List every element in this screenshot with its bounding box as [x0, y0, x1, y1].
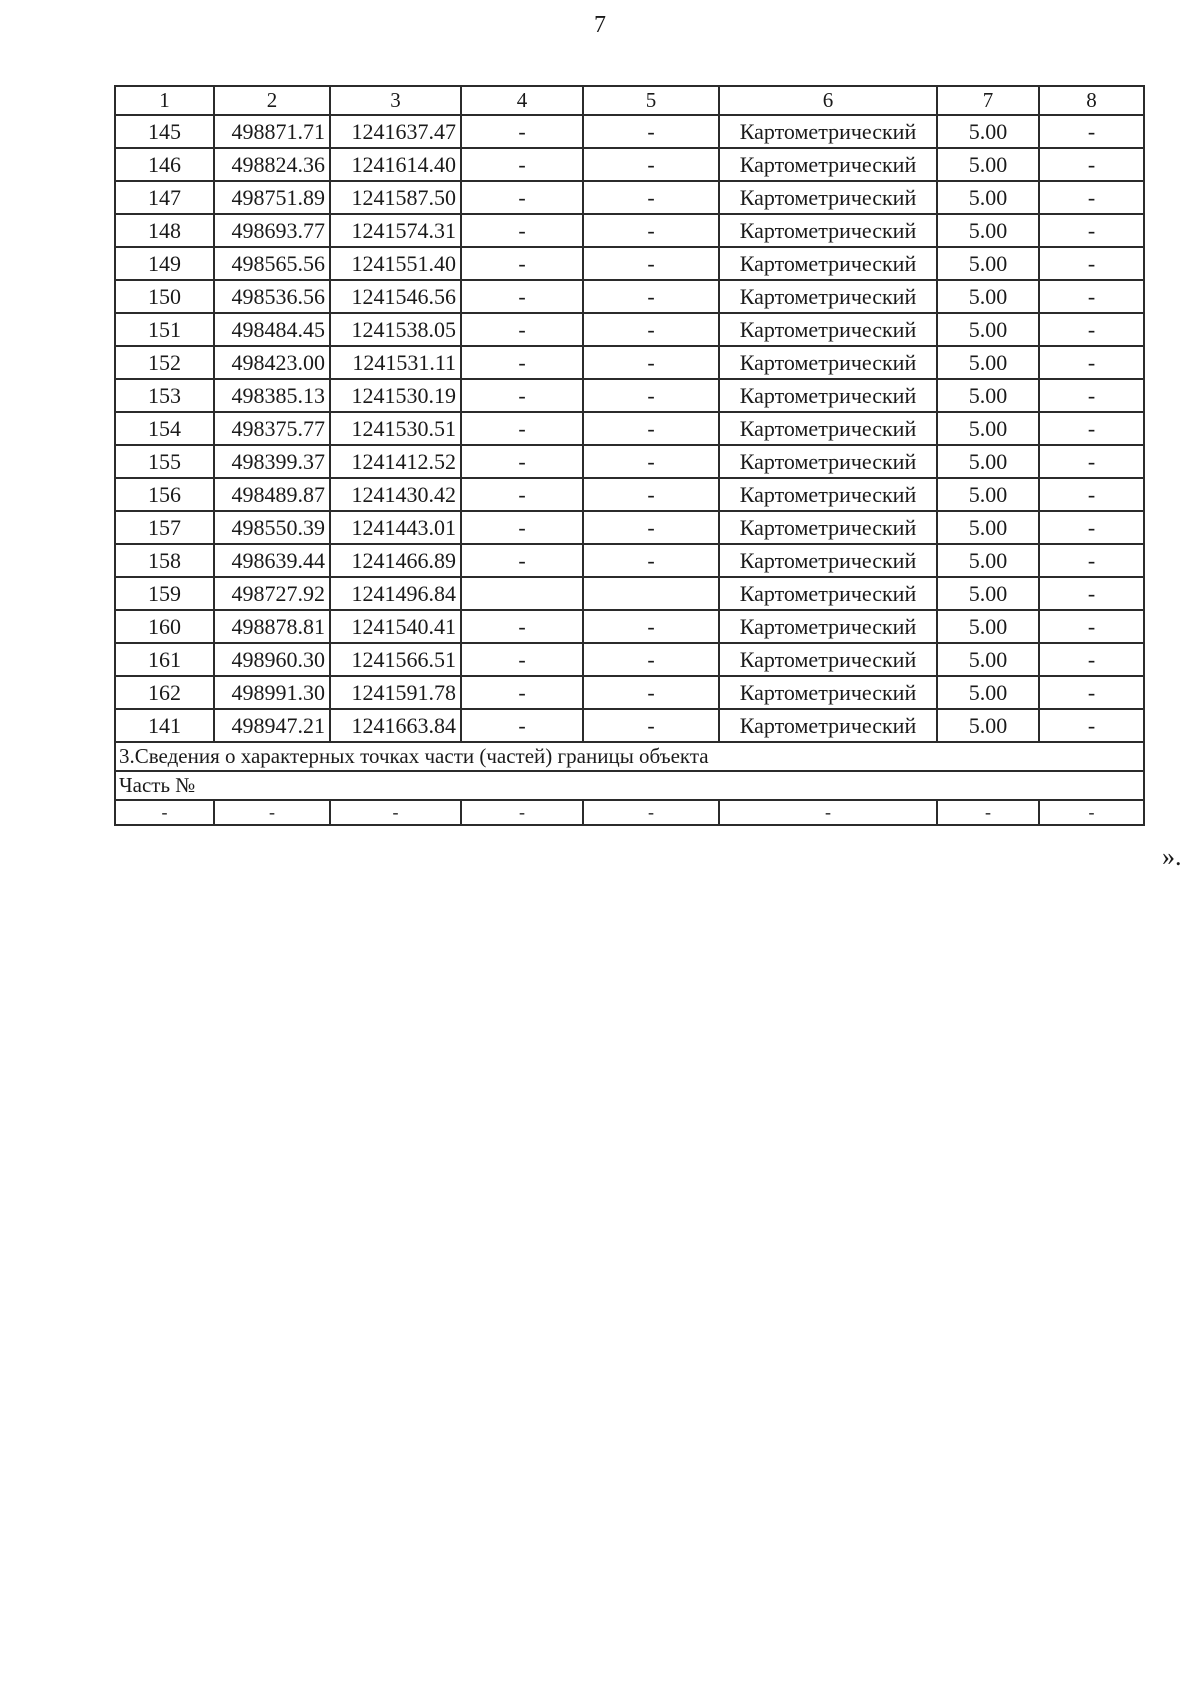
- x-coordinate-cell: 498423.00: [214, 346, 330, 379]
- y-coordinate-cell: 1241538.05: [330, 313, 461, 346]
- method-cell: Картометрический: [719, 379, 937, 412]
- method-cell: Картометрический: [719, 478, 937, 511]
- empty-cell: -: [214, 800, 330, 825]
- empty-cell: -: [583, 800, 719, 825]
- empty-cell: -: [461, 800, 583, 825]
- point-number-cell: 155: [115, 445, 214, 478]
- table-row: [115, 313, 1144, 346]
- table-row: [115, 478, 1144, 511]
- part-label: Часть №: [115, 771, 1144, 800]
- method-cell: Картометрический: [719, 643, 937, 676]
- table-row: [115, 643, 1144, 676]
- y-coordinate-cell: 1241587.50: [330, 181, 461, 214]
- empty-cell: -: [330, 800, 461, 825]
- table-row: [115, 610, 1144, 643]
- point-number-cell: 154: [115, 412, 214, 445]
- col5-cell: -: [583, 511, 719, 544]
- x-coordinate-cell: 498484.45: [214, 313, 330, 346]
- point-number-cell: 159: [115, 577, 214, 610]
- method-cell: Картометрический: [719, 280, 937, 313]
- column-number-row: [115, 86, 1144, 115]
- accuracy-cell: 5.00: [937, 247, 1039, 280]
- col8-cell: -: [1039, 412, 1144, 445]
- accuracy-cell: 5.00: [937, 181, 1039, 214]
- x-coordinate-cell: 498536.56: [214, 280, 330, 313]
- accuracy-cell: 5.00: [937, 412, 1039, 445]
- point-number-cell: 161: [115, 643, 214, 676]
- col5-cell: -: [583, 346, 719, 379]
- y-coordinate-cell: 1241574.31: [330, 214, 461, 247]
- col5-cell: [583, 577, 719, 610]
- col4-cell: -: [461, 115, 583, 148]
- method-cell: Картометрический: [719, 445, 937, 478]
- accuracy-cell: 5.00: [937, 214, 1039, 247]
- col8-cell: -: [1039, 577, 1144, 610]
- y-coordinate-cell: 1241540.41: [330, 610, 461, 643]
- x-coordinate-cell: 498824.36: [214, 148, 330, 181]
- accuracy-cell: 5.00: [937, 544, 1039, 577]
- table-row: [115, 214, 1144, 247]
- x-coordinate-cell: 498399.37: [214, 445, 330, 478]
- method-cell: Картометрический: [719, 676, 937, 709]
- y-coordinate-cell: 1241663.84: [330, 709, 461, 742]
- column-header: 3: [330, 86, 461, 115]
- column-header: 6: [719, 86, 937, 115]
- table-row: [115, 115, 1144, 148]
- section-title: 3.Сведения о характерных точках части (частей) границы объекта: [115, 742, 1144, 771]
- x-coordinate-cell: 498947.21: [214, 709, 330, 742]
- col8-cell: -: [1039, 643, 1144, 676]
- empty-cell: -: [719, 800, 937, 825]
- column-header: 5: [583, 86, 719, 115]
- table-row: [115, 445, 1144, 478]
- table-body: [115, 86, 1144, 825]
- y-coordinate-cell: 1241530.19: [330, 379, 461, 412]
- closing-quote-mark: ».: [1162, 842, 1182, 871]
- accuracy-cell: 5.00: [937, 709, 1039, 742]
- col8-cell: -: [1039, 346, 1144, 379]
- column-header: 7: [937, 86, 1039, 115]
- x-coordinate-cell: 498727.92: [214, 577, 330, 610]
- col8-cell: -: [1039, 478, 1144, 511]
- point-number-cell: 153: [115, 379, 214, 412]
- col5-cell: -: [583, 478, 719, 511]
- col4-cell: -: [461, 313, 583, 346]
- col5-cell: -: [583, 181, 719, 214]
- col5-cell: -: [583, 412, 719, 445]
- y-coordinate-cell: 1241412.52: [330, 445, 461, 478]
- col8-cell: -: [1039, 181, 1144, 214]
- accuracy-cell: 5.00: [937, 478, 1039, 511]
- accuracy-cell: 5.00: [937, 148, 1039, 181]
- col8-cell: -: [1039, 544, 1144, 577]
- x-coordinate-cell: 498639.44: [214, 544, 330, 577]
- x-coordinate-cell: 498878.81: [214, 610, 330, 643]
- table-row: [115, 346, 1144, 379]
- accuracy-cell: 5.00: [937, 643, 1039, 676]
- method-cell: Картометрический: [719, 247, 937, 280]
- table-row: [115, 709, 1144, 742]
- x-coordinate-cell: 498489.87: [214, 478, 330, 511]
- x-coordinate-cell: 498565.56: [214, 247, 330, 280]
- accuracy-cell: 5.00: [937, 610, 1039, 643]
- col8-cell: -: [1039, 676, 1144, 709]
- accuracy-cell: 5.00: [937, 346, 1039, 379]
- col5-cell: -: [583, 280, 719, 313]
- column-header: 1: [115, 86, 214, 115]
- table-row: [115, 511, 1144, 544]
- empty-cell: -: [937, 800, 1039, 825]
- col8-cell: -: [1039, 280, 1144, 313]
- method-cell: Картометрический: [719, 313, 937, 346]
- point-number-cell: 147: [115, 181, 214, 214]
- col5-cell: -: [583, 610, 719, 643]
- coordinates-table: [114, 85, 1145, 826]
- col4-cell: -: [461, 544, 583, 577]
- y-coordinate-cell: 1241443.01: [330, 511, 461, 544]
- col5-cell: -: [583, 148, 719, 181]
- point-number-cell: 150: [115, 280, 214, 313]
- method-cell: Картометрический: [719, 511, 937, 544]
- col8-cell: -: [1039, 511, 1144, 544]
- table-row: [115, 544, 1144, 577]
- column-header: 4: [461, 86, 583, 115]
- point-number-cell: 158: [115, 544, 214, 577]
- col4-cell: -: [461, 643, 583, 676]
- point-number-cell: 156: [115, 478, 214, 511]
- col8-cell: -: [1039, 313, 1144, 346]
- point-number-cell: 145: [115, 115, 214, 148]
- table-row: [115, 247, 1144, 280]
- col4-cell: -: [461, 511, 583, 544]
- column-header: 2: [214, 86, 330, 115]
- x-coordinate-cell: 498385.13: [214, 379, 330, 412]
- col4-cell: -: [461, 610, 583, 643]
- col4-cell: -: [461, 214, 583, 247]
- col4-cell: -: [461, 148, 583, 181]
- col5-cell: -: [583, 709, 719, 742]
- table-row: [115, 577, 1144, 610]
- col4-cell: -: [461, 379, 583, 412]
- col5-cell: -: [583, 544, 719, 577]
- col5-cell: -: [583, 379, 719, 412]
- col8-cell: -: [1039, 610, 1144, 643]
- point-number-cell: 149: [115, 247, 214, 280]
- point-number-cell: 148: [115, 214, 214, 247]
- col5-cell: -: [583, 214, 719, 247]
- method-cell: Картометрический: [719, 709, 937, 742]
- x-coordinate-cell: 498871.71: [214, 115, 330, 148]
- col4-cell: -: [461, 445, 583, 478]
- accuracy-cell: 5.00: [937, 313, 1039, 346]
- accuracy-cell: 5.00: [937, 676, 1039, 709]
- coordinates-table-container: [114, 85, 1143, 826]
- point-number-cell: 152: [115, 346, 214, 379]
- col4-cell: -: [461, 676, 583, 709]
- section-title-row: [115, 742, 1144, 771]
- col8-cell: -: [1039, 115, 1144, 148]
- col4-cell: -: [461, 346, 583, 379]
- col5-cell: -: [583, 676, 719, 709]
- empty-cell: -: [115, 800, 214, 825]
- method-cell: Картометрический: [719, 181, 937, 214]
- x-coordinate-cell: 498550.39: [214, 511, 330, 544]
- x-coordinate-cell: 498375.77: [214, 412, 330, 445]
- col4-cell: -: [461, 181, 583, 214]
- col5-cell: -: [583, 445, 719, 478]
- point-number-cell: 157: [115, 511, 214, 544]
- table-row: [115, 148, 1144, 181]
- accuracy-cell: 5.00: [937, 577, 1039, 610]
- method-cell: Картометрический: [719, 148, 937, 181]
- empty-part-row: [115, 800, 1144, 825]
- page-number: 7: [594, 12, 606, 38]
- accuracy-cell: 5.00: [937, 280, 1039, 313]
- col4-cell: -: [461, 247, 583, 280]
- col4-cell: [461, 577, 583, 610]
- method-cell: Картометрический: [719, 412, 937, 445]
- x-coordinate-cell: 498693.77: [214, 214, 330, 247]
- column-header: 8: [1039, 86, 1144, 115]
- col4-cell: -: [461, 412, 583, 445]
- x-coordinate-cell: 498991.30: [214, 676, 330, 709]
- accuracy-cell: 5.00: [937, 445, 1039, 478]
- col8-cell: -: [1039, 445, 1144, 478]
- y-coordinate-cell: 1241531.11: [330, 346, 461, 379]
- col5-cell: -: [583, 247, 719, 280]
- col8-cell: -: [1039, 214, 1144, 247]
- col5-cell: -: [583, 115, 719, 148]
- y-coordinate-cell: 1241614.40: [330, 148, 461, 181]
- point-number-cell: 151: [115, 313, 214, 346]
- x-coordinate-cell: 498960.30: [214, 643, 330, 676]
- col4-cell: -: [461, 478, 583, 511]
- x-coordinate-cell: 498751.89: [214, 181, 330, 214]
- method-cell: Картометрический: [719, 577, 937, 610]
- col8-cell: -: [1039, 379, 1144, 412]
- accuracy-cell: 5.00: [937, 511, 1039, 544]
- y-coordinate-cell: 1241430.42: [330, 478, 461, 511]
- y-coordinate-cell: 1241637.47: [330, 115, 461, 148]
- y-coordinate-cell: 1241466.89: [330, 544, 461, 577]
- table-row: [115, 412, 1144, 445]
- point-number-cell: 162: [115, 676, 214, 709]
- y-coordinate-cell: 1241551.40: [330, 247, 461, 280]
- accuracy-cell: 5.00: [937, 379, 1039, 412]
- method-cell: Картометрический: [719, 346, 937, 379]
- y-coordinate-cell: 1241530.51: [330, 412, 461, 445]
- point-number-cell: 146: [115, 148, 214, 181]
- y-coordinate-cell: 1241496.84: [330, 577, 461, 610]
- y-coordinate-cell: 1241546.56: [330, 280, 461, 313]
- method-cell: Картометрический: [719, 610, 937, 643]
- table-row: [115, 181, 1144, 214]
- col5-cell: -: [583, 643, 719, 676]
- table-row: [115, 676, 1144, 709]
- y-coordinate-cell: 1241591.78: [330, 676, 461, 709]
- method-cell: Картометрический: [719, 544, 937, 577]
- method-cell: Картометрический: [719, 214, 937, 247]
- method-cell: Картометрический: [719, 115, 937, 148]
- col8-cell: -: [1039, 148, 1144, 181]
- accuracy-cell: 5.00: [937, 115, 1039, 148]
- point-number-cell: 160: [115, 610, 214, 643]
- empty-cell: -: [1039, 800, 1144, 825]
- col4-cell: -: [461, 280, 583, 313]
- col5-cell: -: [583, 313, 719, 346]
- part-label-row: [115, 771, 1144, 800]
- y-coordinate-cell: 1241566.51: [330, 643, 461, 676]
- col8-cell: -: [1039, 247, 1144, 280]
- col4-cell: -: [461, 709, 583, 742]
- col8-cell: -: [1039, 709, 1144, 742]
- table-row: [115, 379, 1144, 412]
- table-row: [115, 280, 1144, 313]
- point-number-cell: 141: [115, 709, 214, 742]
